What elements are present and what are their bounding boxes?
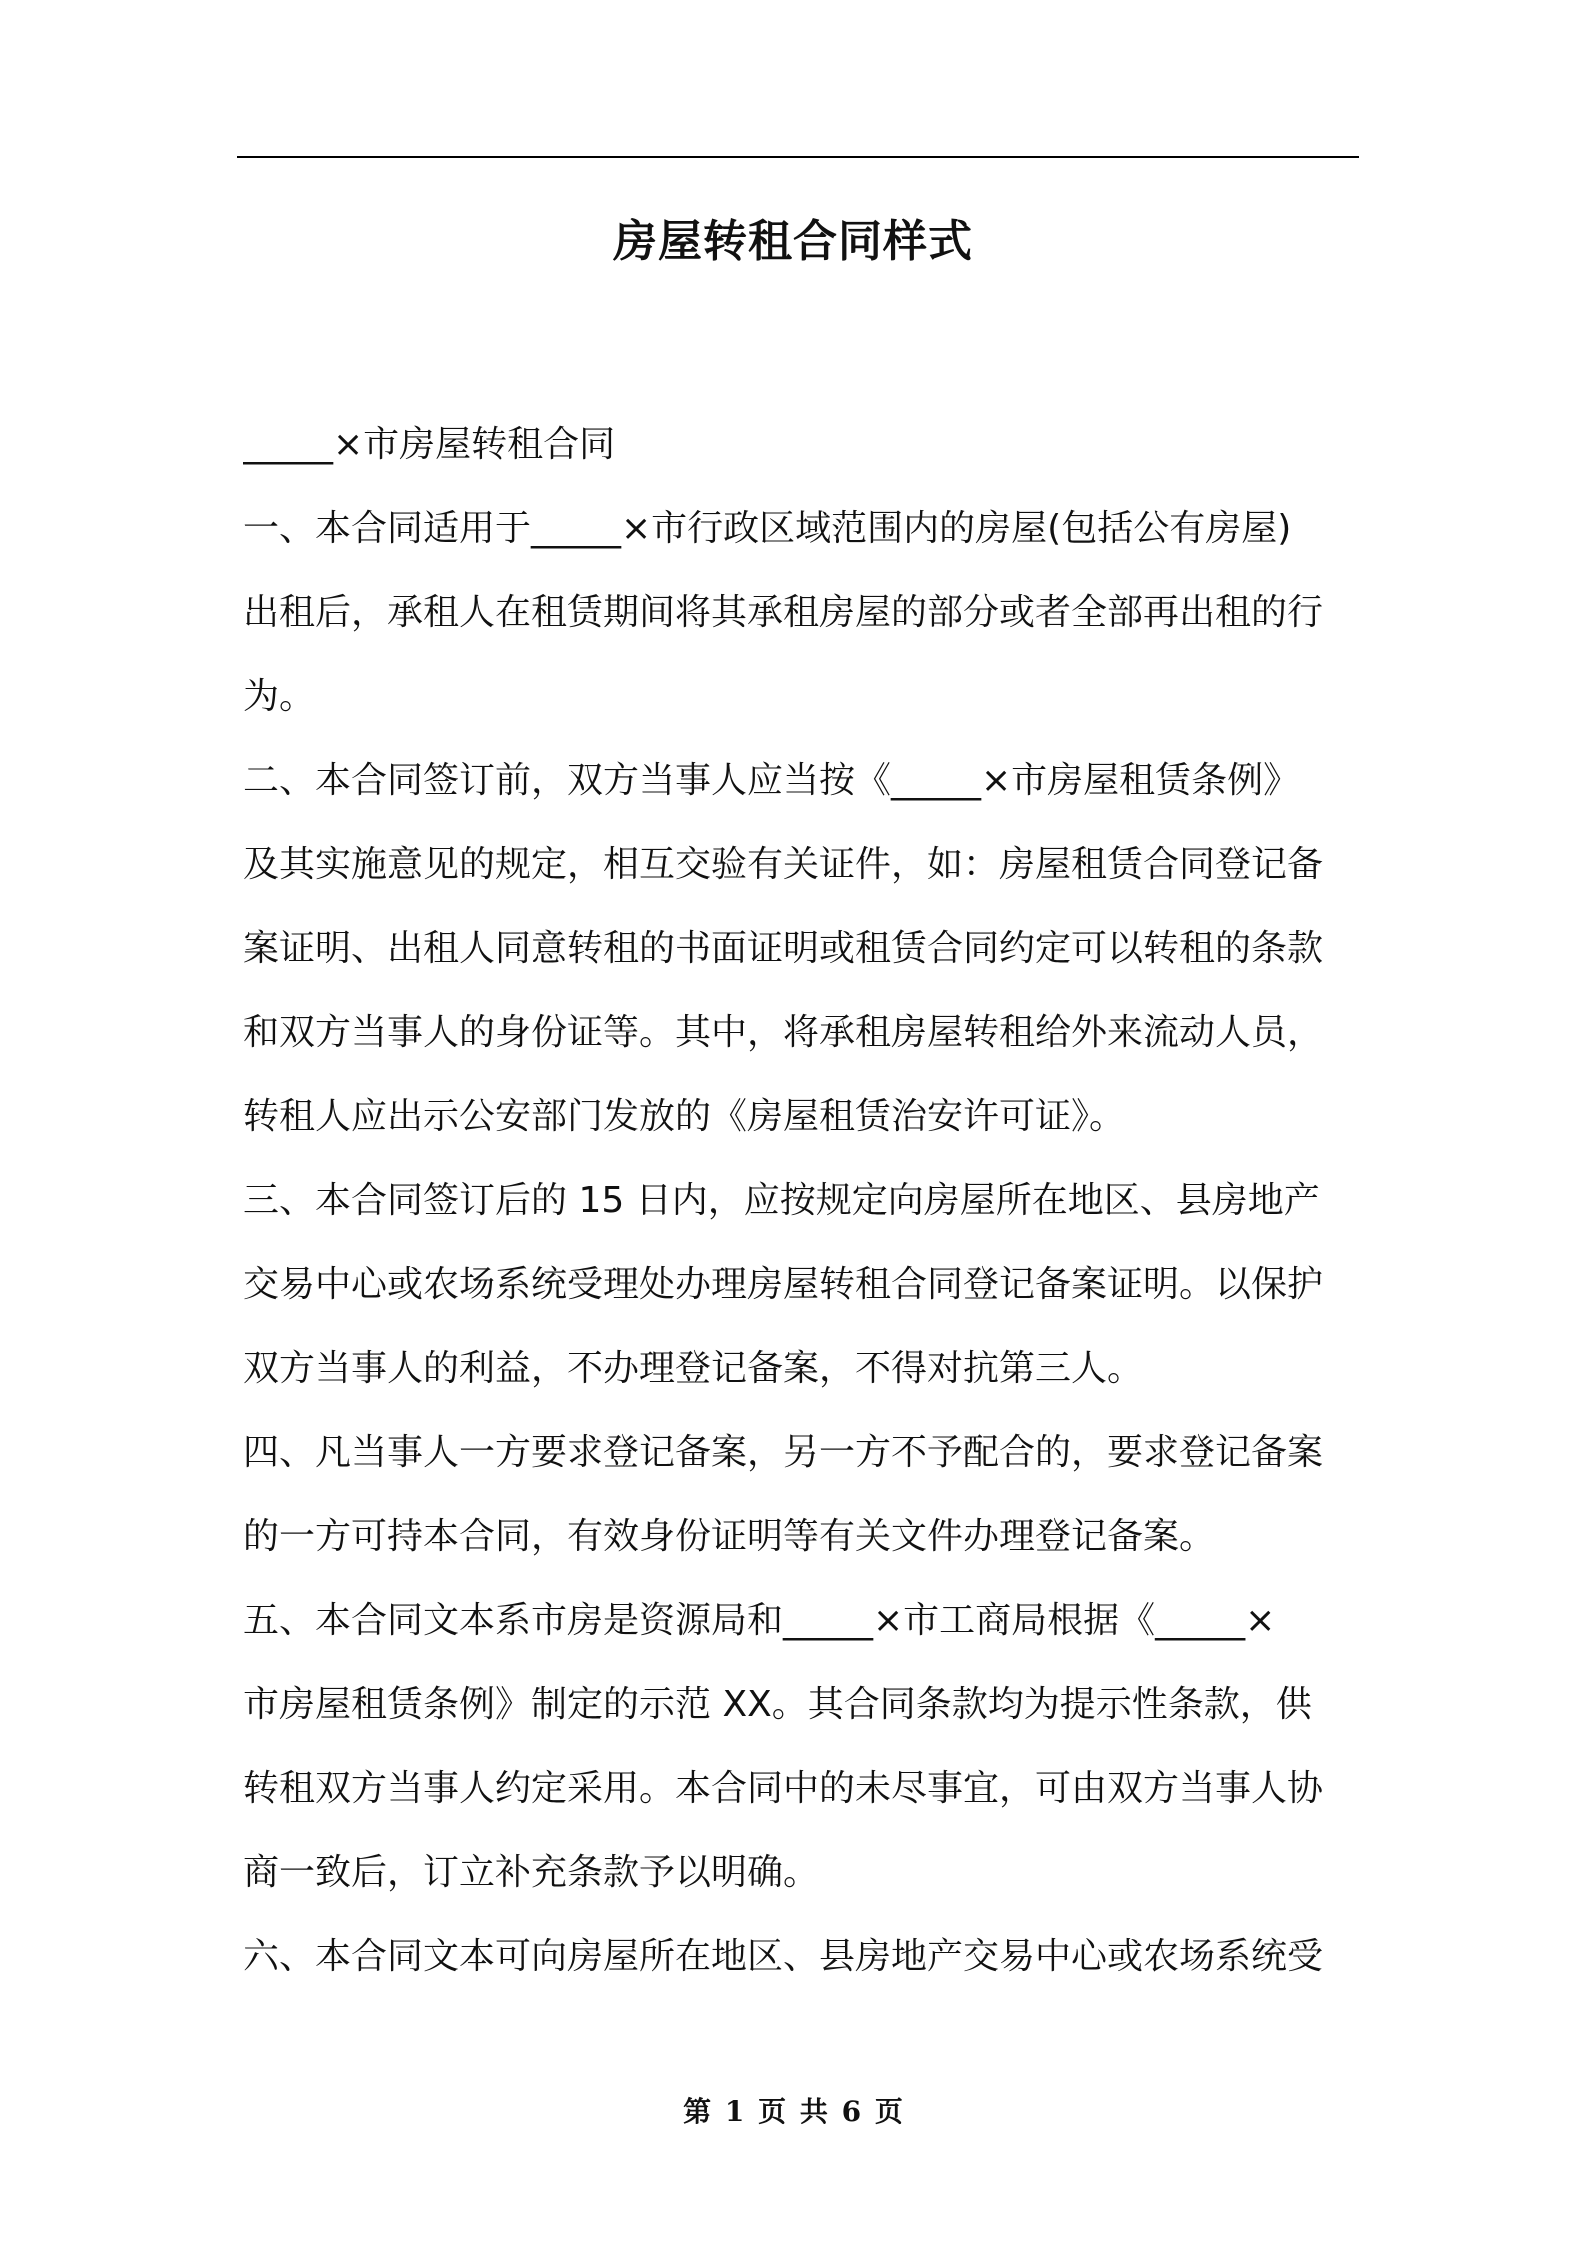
body-line: 为。	[243, 676, 316, 717]
document-body	[243, 403, 1357, 1999]
body-line: 六、本合同文本可向房屋所在地区、县房地产交易中心或农场系统受	[243, 1936, 1324, 1977]
body-line: 转租人应出示公安部门发放的《房屋租赁治安许可证》。	[243, 1096, 1126, 1137]
body-line: 市房屋租赁条例》制定的示范 XX。其合同条款均为提示性条款，供	[243, 1684, 1312, 1725]
body-line: 的一方可持本合同，有效身份证明等有关文件办理登记备案。	[243, 1516, 1216, 1557]
body-line: 商一致后，订立补充条款予以明确。	[243, 1852, 820, 1893]
body-line: 二、本合同签订前，双方当事人应当按《_____×市房屋租赁条例》	[243, 760, 1300, 801]
body-line: 转租双方当事人约定采用。本合同中的未尽事宜，可由双方当事人协	[243, 1768, 1324, 1809]
document-title: 房屋转租合同样式	[613, 216, 973, 267]
body-line: 双方当事人的利益，不办理登记备案，不得对抗第三人。	[243, 1348, 1144, 1389]
body-line: 五、本合同文本系市房是资源局和_____×市工商局根据《_____×	[243, 1600, 1276, 1641]
body-line: 及其实施意见的规定，相互交验有关证件，如：房屋租赁合同登记备	[243, 844, 1324, 885]
body-line: 交易中心或农场系统受理处办理房屋转租合同登记备案证明。以保护	[243, 1264, 1324, 1305]
body-line: _____×市房屋转租合同	[243, 424, 616, 465]
body-line: 案证明、出租人同意转租的书面证明或租赁合同约定可以转租的条款	[243, 928, 1324, 969]
header-rule	[237, 156, 1359, 158]
body-line: 一、本合同适用于_____×市行政区域范围内的房屋(包括公有房屋)	[243, 508, 1292, 549]
body-line: 出租后，承租人在租赁期间将其承租房屋的部分或者全部再出租的行	[243, 592, 1324, 633]
body-line: 三、本合同签订后的 15 日内，应按规定向房屋所在地区、县房地产	[243, 1180, 1320, 1221]
page-footer: 第 1 页 共 6 页	[683, 2095, 903, 2128]
body-line: 和双方当事人的身份证等。其中，将承租房屋转租给外来流动人员，	[243, 1012, 1324, 1053]
body-line: 四、凡当事人一方要求登记备案，另一方不予配合的，要求登记备案	[243, 1432, 1324, 1473]
